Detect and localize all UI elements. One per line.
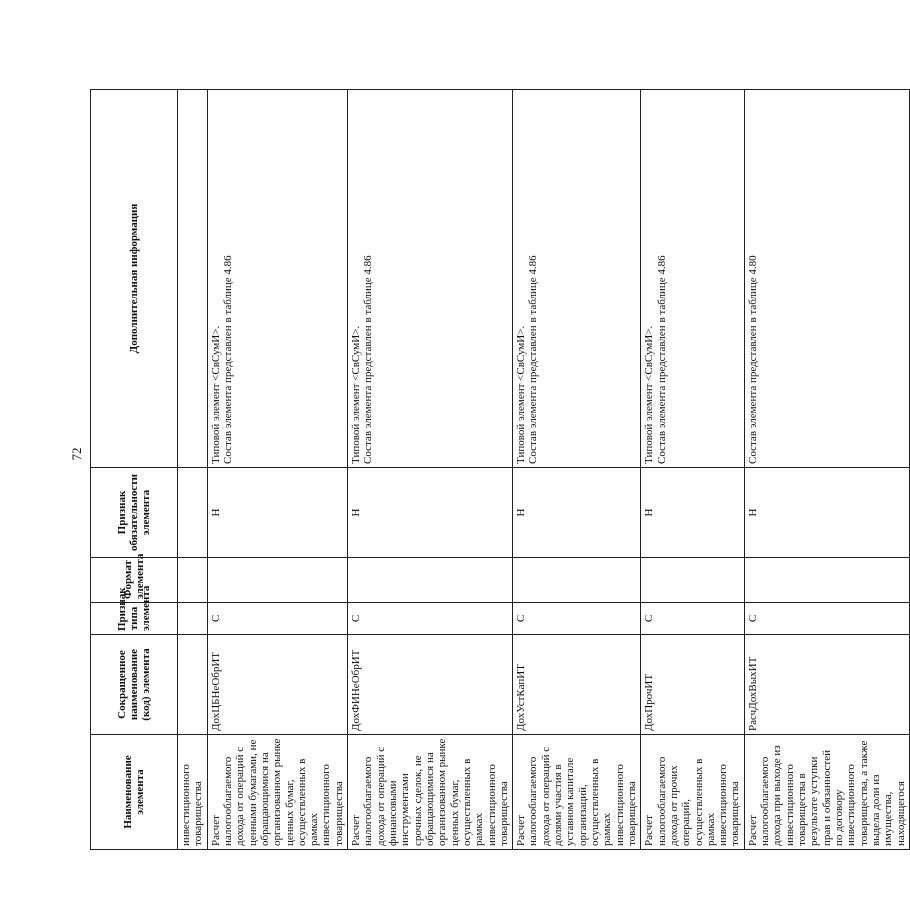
header-name: Наименование элемента xyxy=(91,735,178,850)
info-line-typical: Типовой элемент <СвСумИ>. xyxy=(643,325,656,464)
table-row xyxy=(348,90,513,850)
cell-name: Расчет налогооблагаемого дохода от операций с долями участия в уставном капитале организаций, осуществленных в рамках инвестиционного товарищества xyxy=(513,735,641,850)
cell-format xyxy=(641,558,745,603)
table-row xyxy=(207,90,347,850)
cell-format xyxy=(744,558,909,603)
cell-code xyxy=(178,635,208,735)
cell-info xyxy=(207,90,347,468)
cell-type: С xyxy=(513,603,641,635)
cell-name: Расчет налогооблагаемого дохода от операций с ценными бумагами, не обращающимися на организованном рынке ценных бумаг, осуществленных в рамках инвестиционного товарищества xyxy=(207,735,347,850)
info-line-typical: Типовой элемент <СвСумИ>. xyxy=(209,325,222,464)
header-required: Признак обязательности элемента xyxy=(91,468,178,558)
header-format: Формат элемента xyxy=(91,558,178,603)
cell-name: Расчет налогооблагаемого дохода от операций с финансовыми инструментами срочных сделок, не обращающимися на организованном рынке ценных бумаг, осуществленных в рамках инвестиционного товарищества xyxy=(348,735,513,850)
info-line-composition: Состав элемента представлен в таблице 4.86 xyxy=(362,255,375,464)
table-row xyxy=(744,90,909,850)
stamp-line xyxy=(570,760,580,880)
table-header-row xyxy=(91,90,178,850)
header-code: Сокращенное наименование (код) элемента xyxy=(91,635,178,735)
page-number: 72 xyxy=(69,447,84,461)
cell-required: Н xyxy=(348,468,513,558)
cell-info xyxy=(348,90,513,468)
registration-stamp xyxy=(560,760,600,880)
cell-code: ДохФИНеОбрИТ xyxy=(348,635,513,735)
cell-format xyxy=(348,558,513,603)
cell-required: Н xyxy=(207,468,347,558)
stamp-line xyxy=(560,760,570,880)
cell-info xyxy=(744,90,909,468)
cell-name: Расчет налогооблагаемого дохода при выходе из инвестиционного товарищества в результате уступки прав и обязанностей по договору инвестиционного товарищества, а также выдела доли из имущества, находящегося xyxy=(744,735,909,850)
info-line-composition: Состав элемента представлен в таблице 4.86 xyxy=(655,255,668,464)
cell-info xyxy=(641,90,745,468)
cell-code: ДохЦБНеОбрИТ xyxy=(207,635,347,735)
cell-name: Расчет налогооблагаемого дохода от прочих операций, осуществленных в рамках инвестиционного товарищества xyxy=(641,735,745,850)
rotated-table-container xyxy=(90,90,907,850)
cell-name: инвестиционного товарищества xyxy=(178,735,208,850)
elements-table xyxy=(90,89,910,850)
cell-required: Н xyxy=(744,468,909,558)
cell-format xyxy=(178,558,208,603)
cell-type: С xyxy=(744,603,909,635)
header-type: Признак типа элемента xyxy=(91,603,178,635)
cell-code: ДохПрочИТ xyxy=(641,635,745,735)
cell-format xyxy=(513,558,641,603)
cell-type: С xyxy=(641,603,745,635)
cell-type xyxy=(178,603,208,635)
cell-info xyxy=(513,90,641,468)
table-row xyxy=(641,90,745,850)
table-row xyxy=(513,90,641,850)
cell-code: РасчДохВыхИТ xyxy=(744,635,909,735)
info-line-typical: Типовой элемент <СвСумИ>. xyxy=(515,325,528,464)
info-line-composition: Состав элемента представлен в таблице 4.86 xyxy=(221,255,234,464)
cell-type: С xyxy=(348,603,513,635)
cell-type: С xyxy=(207,603,347,635)
cell-required: Н xyxy=(513,468,641,558)
cell-code: ДохУстКапИТ xyxy=(513,635,641,735)
table-row-continuation xyxy=(178,90,208,850)
cell-format xyxy=(207,558,347,603)
info-line-composition: Состав элемента представлен в таблице 4.86 xyxy=(527,255,540,464)
info-line-typical: Типовой элемент <СвСумИ>. xyxy=(350,325,363,464)
info-line-composition: Состав элемента представлен в таблице 4.80 xyxy=(746,255,759,464)
header-info: Дополнительная информация xyxy=(91,90,178,468)
cell-required xyxy=(178,468,208,558)
cell-info xyxy=(178,90,208,468)
cell-required: Н xyxy=(641,468,745,558)
